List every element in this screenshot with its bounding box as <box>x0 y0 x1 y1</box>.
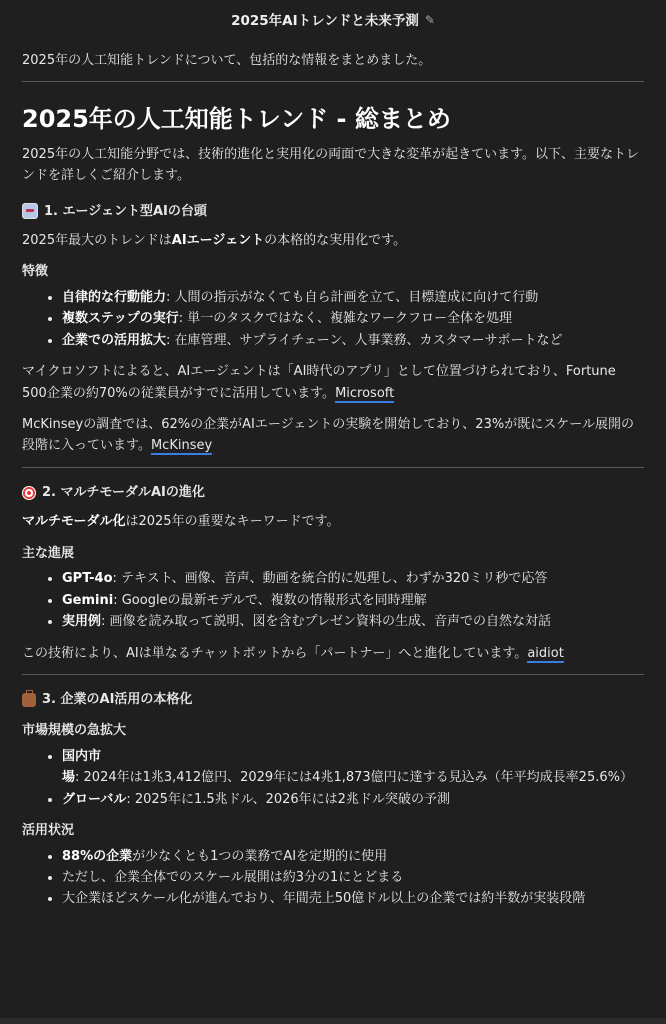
section-1-subheading: 特徴 <box>22 264 49 280</box>
section-1-paragraph-3: McKinseyの調査では、62%の企業がAIエージェントの実験を開始しており、23%が既にスケール展開の段階に入っています。McKinsey <box>22 417 634 454</box>
list-item: • 実用例: 画像を読み取って説明、図を含むプレゼン資料の生成、音声での自然な対話 <box>62 611 644 632</box>
chat-title: 2025年AIトレンドと未来予測 <box>231 12 419 29</box>
intro-text: 2025年の人工知能トレンドについて、包括的な情報をまとめました。 <box>22 53 432 68</box>
mckinsey-link[interactable]: McKinsey <box>150 438 213 454</box>
target-icon <box>22 486 36 500</box>
bottom-bar <box>0 1018 666 1024</box>
list-item: • 大企業ほどスケール化が進んでおり、年間売上50億ドル以上の企業では約半数が実装段階 <box>62 888 644 909</box>
divider <box>22 81 644 82</box>
section-1-paragraph-2: マイクロソフトによると、AIエージェントは「AI時代のアプリ」として位置づけられており、Fortune 500企業の約70%の従業員がすでに活用しています。Microsoft <box>22 364 616 401</box>
section-3-list-2 <box>22 846 644 910</box>
microsoft-link[interactable]: Microsoft <box>335 385 395 401</box>
aidiot-link[interactable]: aidiot <box>527 645 564 661</box>
section-3-list-1 <box>22 746 644 810</box>
list-item: • GPT-4o: テキスト、画像、音声、動画を統合的に処理し、わずか320ミリ秒で応答 <box>62 568 644 589</box>
section-1-list <box>22 287 644 351</box>
briefcase-icon <box>22 693 36 707</box>
message-content <box>0 50 666 910</box>
section-2-paragraph-2: この技術により、AIは単なるチャットボットから「パートナー」へと進化しています。aidiot <box>22 645 564 661</box>
section-1-heading: 1. エージェント型AIの台頭 <box>22 201 644 222</box>
list-item: • ただし、企業全体でのスケール展開は約3分の1にとどまる <box>62 867 644 888</box>
list-item: • グローバル: 2025年に1.5兆ドル、2026年には2兆ドル突破の予測 <box>62 789 644 810</box>
section-2-intro: マルチモーダル化は2025年の重要なキーワードです。 <box>22 514 340 530</box>
list-item: • 企業での活用拡大: 在庫管理、サプライチェーン、人事業務、カスタマーサポートなど <box>62 330 644 351</box>
section-3-subheading-1: 市場規模の急拡大 <box>22 723 127 739</box>
section-1-intro: 2025年最大のトレンドはAIエージェントの本格的な実用化です。 <box>22 232 407 248</box>
divider <box>22 674 644 675</box>
section-2-subheading: 主な進展 <box>22 545 75 561</box>
list-item: • 88%の企業が少なくとも1つの業務でAIを定期的に使用 <box>62 846 644 867</box>
list-item: • 複数ステップの実行: 単一のタスクではなく、複雑なワークフロー全体を処理 <box>62 308 644 329</box>
section-2-list <box>22 568 644 632</box>
list-item: • 自律的な行動能力: 人間の指示がなくても自ら計画を立て、目標達成に向けて行動 <box>62 287 644 308</box>
divider <box>22 467 644 468</box>
section-2-heading: 2. マルチモーダルAIの進化 <box>22 482 644 503</box>
list-item: • 国内市 場: 2024年は1兆3,412億円、2029年には4兆1,873億円に達する見込み（年平均成長率25.6%） <box>62 746 644 789</box>
top-bar <box>0 0 666 42</box>
list-item: • Gemini: Googleの最新モデルで、複数の情報形式を同時理解 <box>62 590 644 611</box>
section-3-heading: 3. 企業のAI活用の本格化 <box>22 689 644 710</box>
pencil-icon[interactable]: ✎ <box>424 13 435 28</box>
page-title: 2025年の人工知能トレンド - 総まとめ <box>22 105 451 134</box>
robot-icon <box>22 203 38 219</box>
lead-paragraph: 2025年の人工知能分野では、技術的進化と実用化の両面で大きな変革が起きています。以下、主要なトレンドを詳しくご紹介します。 <box>22 146 640 184</box>
section-3-subheading-2: 活用状況 <box>22 823 75 839</box>
